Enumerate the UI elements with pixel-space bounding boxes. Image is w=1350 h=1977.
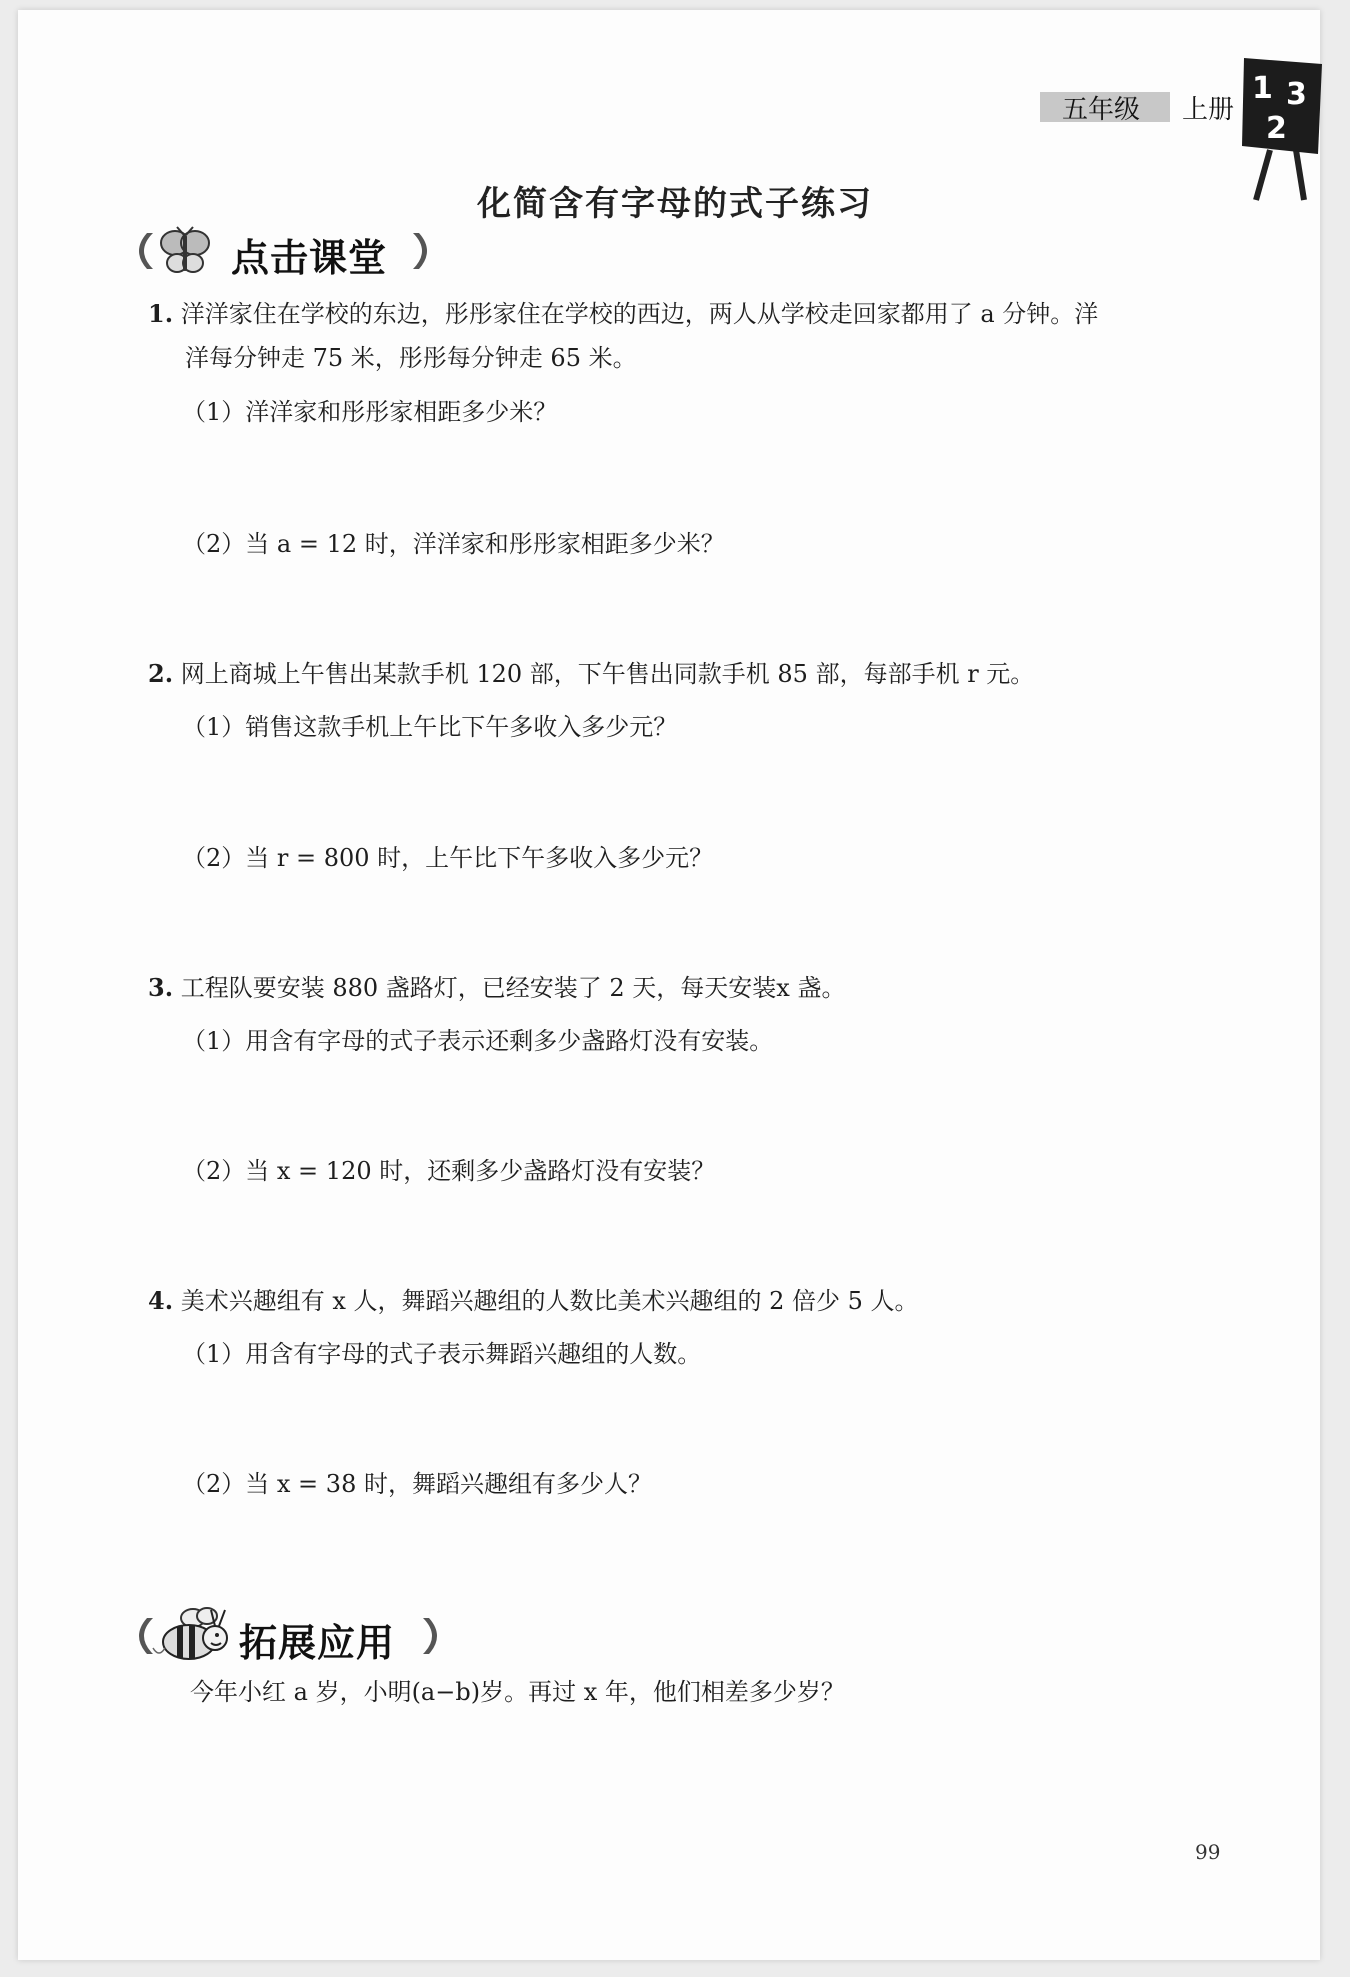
question-2-sub-1: （1）销售这款手机上午比下午多收入多少元？ <box>182 713 678 741</box>
banner-left-cap-icon <box>135 233 153 269</box>
question-4 <box>148 1279 919 1323</box>
question-number: 3. <box>148 973 174 1002</box>
question-3-sub-2: （2）当 x = 120 时，还剩多少盏路灯没有安装？ <box>182 1157 716 1185</box>
question-1 <box>148 292 1098 336</box>
question-3-sub-1: （1）用含有字母的式子表示还剩多少盏路灯没有安装。 <box>182 1027 774 1055</box>
question-text: 美术兴趣组有 x 人，舞蹈兴趣组的人数比美术兴趣组的 2 倍少 5 人。 <box>180 1287 919 1315</box>
butterfly-icon <box>157 225 213 277</box>
question-number: 2. <box>148 659 174 688</box>
question-1-line-2: 洋每分钟走 75 米，彤彤每分钟走 65 米。 <box>185 344 637 372</box>
banner-right-cap-icon <box>413 233 431 269</box>
bee-icon <box>149 1604 233 1664</box>
question-number: 1. <box>148 299 174 328</box>
question-text: 工程队要安装 880 盏路灯，已经安装了 2 天，每天安装x 盏。 <box>180 974 846 1002</box>
question-text: 网上商城上午售出某款手机 120 部，下午售出同款手机 85 部，每部手机 r 元。 <box>180 660 1035 688</box>
question-2 <box>148 652 1034 696</box>
question-4-sub-1: （1）用含有字母的式子表示舞蹈兴趣组的人数。 <box>182 1340 702 1368</box>
section-title-classroom: 点击课堂 <box>231 236 388 280</box>
extension-question: 今年小红 a 岁，小明(a−b)岁。再过 x 年，他们相差多少岁？ <box>190 1678 845 1706</box>
banner-right-cap-icon <box>423 1618 441 1654</box>
question-1-sub-1: （1）洋洋家和彤彤家相距多少米？ <box>182 398 558 426</box>
board-digit-1: 1 <box>1252 71 1273 106</box>
page-title: 化简含有字母的式子练习 <box>477 184 873 224</box>
board-digit-2: 2 <box>1266 111 1287 146</box>
grade-label: 五年级 <box>1062 95 1141 125</box>
page-number: 99 <box>1195 1840 1221 1864</box>
board-digit-3: 3 <box>1286 77 1307 112</box>
question-text: 洋洋家住在学校的东边，彤彤家住在学校的西边，两人从学校走回家都用了 a 分钟。洋 <box>180 300 1099 328</box>
section-title-extension: 拓展应用 <box>239 1621 396 1665</box>
question-2-sub-2: （2）当 r = 800 时，上午比下午多收入多少元？ <box>182 844 714 872</box>
question-1-sub-2: （2）当 a = 12 时，洋洋家和彤彤家相距多少米？ <box>182 530 725 558</box>
question-3 <box>148 966 845 1010</box>
question-4-sub-2: （2）当 x = 38 时，舞蹈兴趣组有多少人？ <box>182 1470 652 1498</box>
section-banner-extension <box>135 1610 445 1665</box>
section-banner-classroom <box>135 225 435 280</box>
question-number: 4. <box>148 1286 174 1315</box>
volume-label: 上册 <box>1182 95 1235 125</box>
